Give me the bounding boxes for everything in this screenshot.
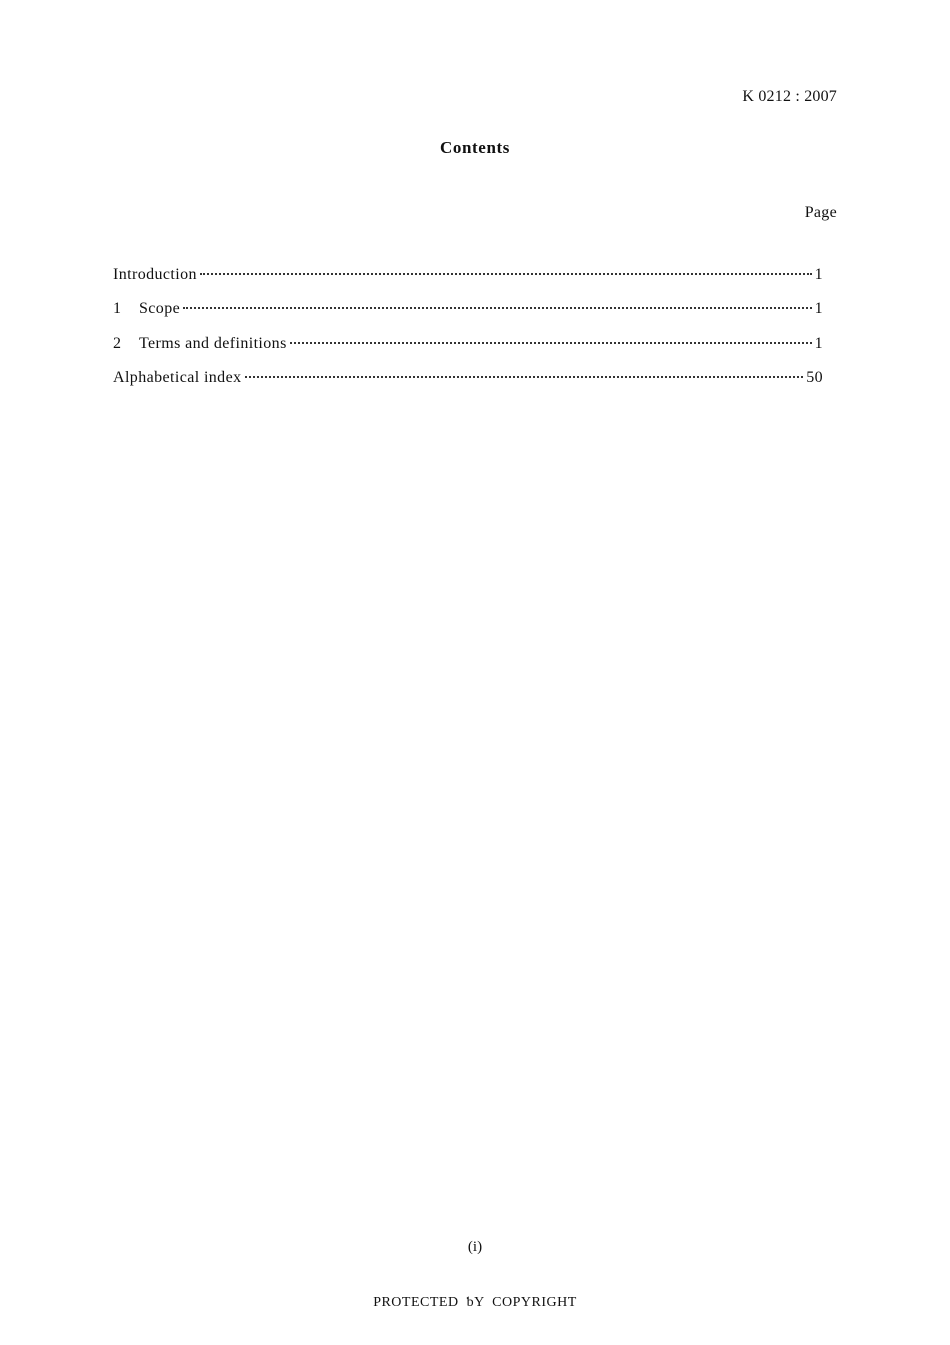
dot-leader [183,307,811,309]
table-of-contents [113,266,823,403]
toc-entry-introduction[interactable] [113,266,823,300]
dot-leader [200,273,812,275]
document-id: K 0212 : 2007 [742,88,837,105]
toc-entry-number: 2 [113,334,122,352]
dot-leader [290,342,812,344]
toc-entry-number: 1 [113,300,122,318]
toc-entry-label: Terms and definitions [139,334,287,352]
toc-entry-page: 1 [814,266,823,283]
page-folio: (i) [467,1239,483,1255]
toc-entry-alphabetical-index[interactable] [113,369,823,403]
toc-entry-terms-and-definitions[interactable] [113,335,823,369]
toc-entry-label: Introduction [113,266,197,283]
copyright-notice: PROTECTED ƅY COPYRIGHT [373,1295,577,1310]
page-column-label: Page [804,204,837,221]
toc-entry-label: Alphabetical index [113,368,242,386]
toc-entry-page: 1 [814,334,823,352]
toc-entry-page: 50 [806,368,823,386]
dot-leader [245,376,804,378]
contents-title: Contents [440,138,510,157]
toc-entry-label: Scope [139,300,181,318]
toc-entry-page: 1 [814,300,823,318]
toc-entry-scope[interactable] [113,300,823,334]
